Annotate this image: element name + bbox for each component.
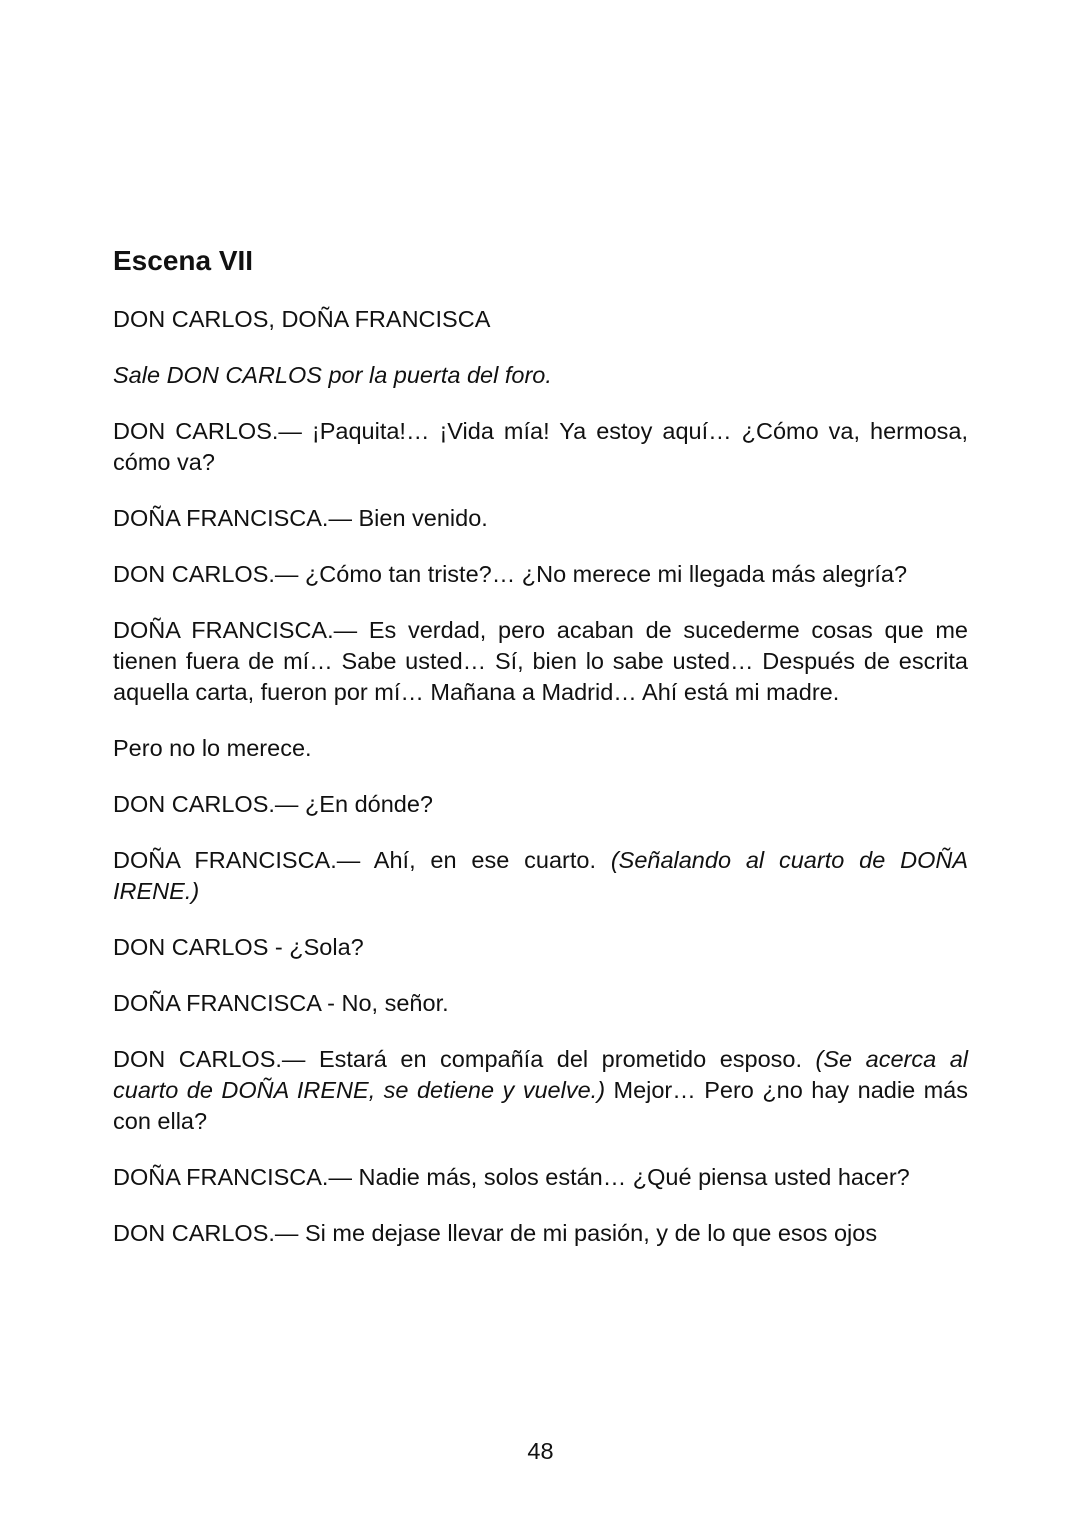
dialogue-line: DOÑA FRANCISCA.— Nadie más, solos están… ¿Qué piensa usted hacer? <box>113 1164 910 1190</box>
dialogue-line: DOÑA FRANCISCA - No, señor. <box>113 990 449 1016</box>
dialogue-line: DON CARLOS - ¿Sola? <box>113 934 364 960</box>
dialogue-line: DOÑA FRANCISCA.— Es verdad, pero acaban de sucederme cosas que me tienen fuera de mí… Sabe usted… Sí, bien lo sabe usted… Después de escrita aquella carta, fueron por mí… Mañana a Madrid… Ahí está mi madre. <box>113 617 968 705</box>
dialogue-line: DON CARLOS.— ¿Cómo tan triste?… ¿No merece mi llegada más alegría? <box>113 561 908 587</box>
dialogue-speech: DON CARLOS.— Estará en compañía del prometido esposo. <box>113 1046 816 1072</box>
dialogue-line: DON CARLOS.— Si me dejase llevar de mi pasión, y de lo que esos ojos <box>113 1220 878 1246</box>
scene-title: Escena VII <box>113 245 254 276</box>
dialogue-line <box>113 1044 968 1137</box>
stage-direction: (Se acerca al cuarto de DOÑA IRENE, se detiene y vuelve.) <box>113 1046 968 1103</box>
document-page <box>113 0 968 1527</box>
stage-direction: (Señalando al cuarto de DOÑA IRENE.) <box>113 847 969 904</box>
dialogue-line: DOÑA FRANCISCA.— Bien venido. <box>113 505 488 531</box>
dialogue-line: DON CARLOS.— ¡Paquita!… ¡Vida mía! Ya estoy aquí… ¿Cómo va, hermosa, cómo va? <box>113 418 968 475</box>
stage-direction: Sale DON CARLOS por la puerta del foro. <box>113 362 552 388</box>
play-text <box>113 304 968 1274</box>
dialogue-line: DON CARLOS.— ¿En dónde? <box>113 791 433 817</box>
page-number: 48 <box>527 1438 554 1464</box>
dialogue-speech: Mejor… Pero ¿no hay nadie más con ella? <box>113 1077 968 1134</box>
characters-line: DON CARLOS, DOÑA FRANCISCA <box>113 306 491 332</box>
dialogue-line <box>113 845 968 907</box>
dialogue-speech: DOÑA FRANCISCA.— Ahí, en ese cuarto. <box>113 847 611 873</box>
dialogue-line: Pero no lo merece. <box>113 735 312 761</box>
